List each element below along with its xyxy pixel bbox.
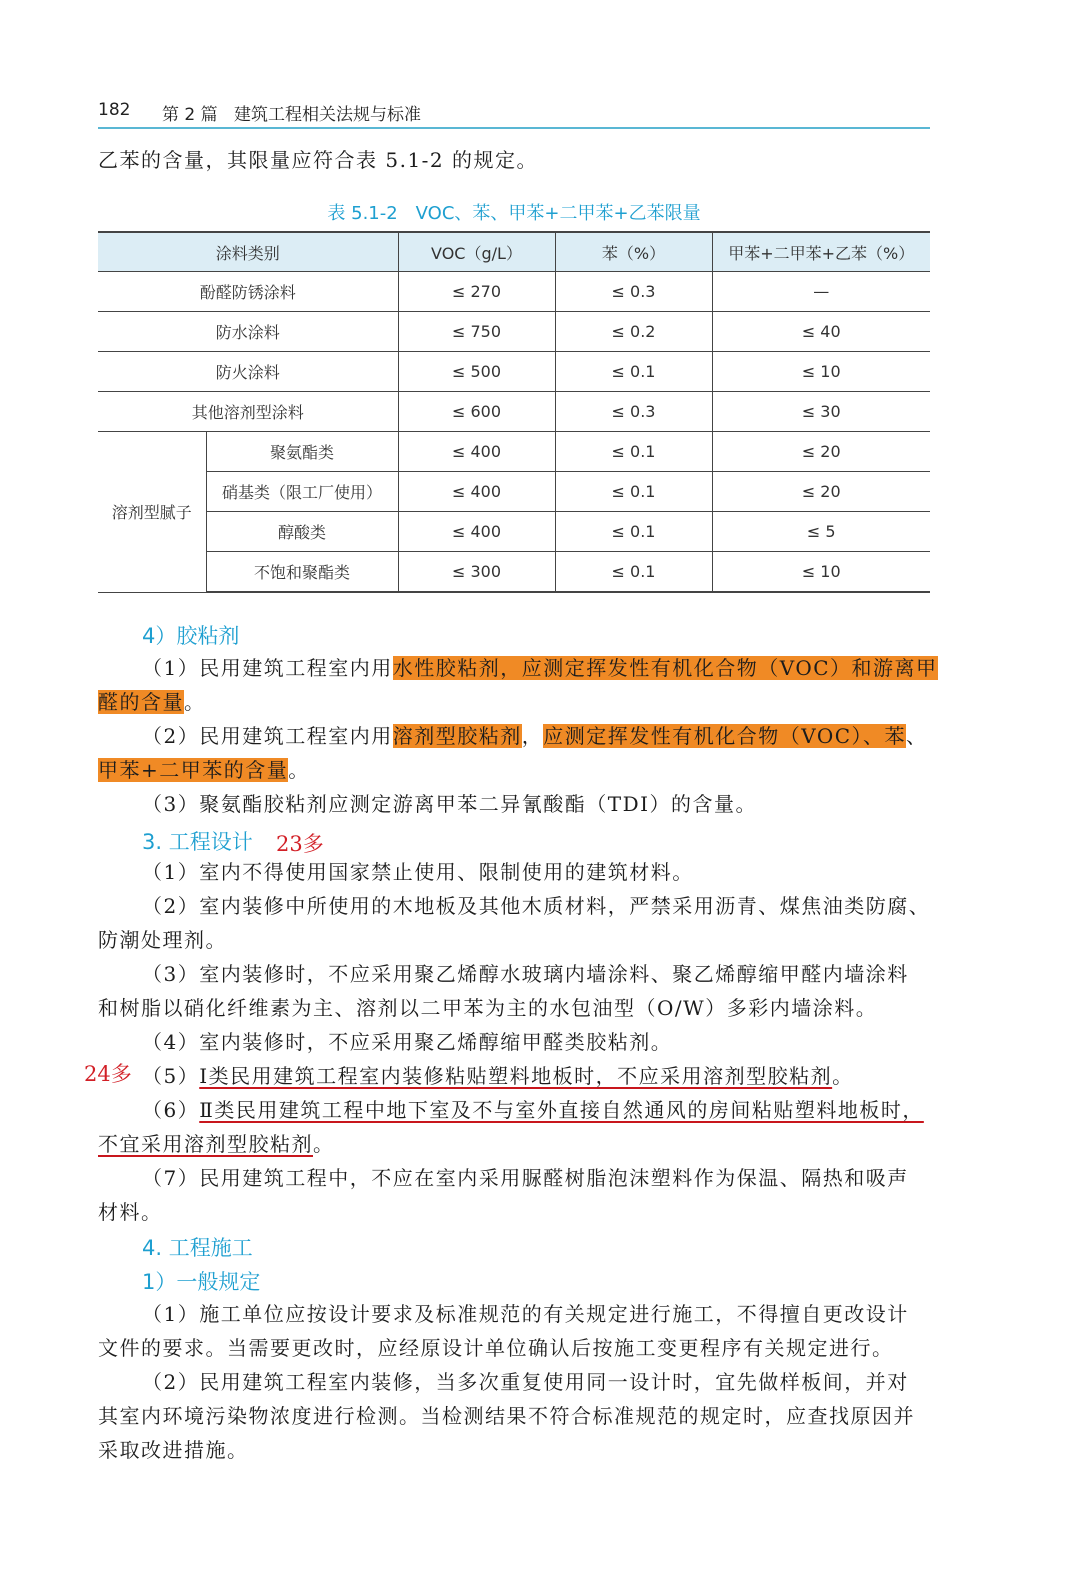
benzene-cell: ≤ 0.1 <box>555 472 712 512</box>
tx-cell: — <box>712 272 930 312</box>
voc-cell: ≤ 600 <box>398 392 555 432</box>
category-cell: 酚醛防锈涂料 <box>98 272 398 312</box>
paragraph-design-4: （4）室内装修时，不应采用聚乙烯醇缩甲醛类胶粘剂。 <box>142 1030 673 1054</box>
text-span: （6） <box>142 1098 200 1122</box>
voc-cell: ≤ 270 <box>398 272 555 312</box>
paragraph-adhesive-2 <box>142 719 928 753</box>
paragraph-construction-1-cont: 文件的要求。当需要更改时，应经原设计单位确认后按施工变更程序有关规定进行。 <box>98 1336 894 1360</box>
part-label: 第 2 篇 <box>162 105 218 125</box>
benzene-cell: ≤ 0.1 <box>555 512 712 552</box>
tx-cell: ≤ 30 <box>712 392 930 432</box>
paragraph-design-3-cont: 和树脂以硝化纤维素为主、溶剂以二甲苯为主的水包油型（O/W）多彩内墙涂料。 <box>98 996 878 1020</box>
benzene-cell: ≤ 0.3 <box>555 272 712 312</box>
table-header-row <box>98 232 930 272</box>
paragraph-design-2: （2）室内装修中所使用的木地板及其他木质材料，严禁采用沥青、煤焦油类防腐、 <box>142 894 931 918</box>
subsection-heading-general: 1）一般规定 <box>142 1270 261 1294</box>
highlight-span: 水性胶粘剂，应测定挥发性有机化合物（VOC）和游离甲 <box>392 656 938 680</box>
paragraph-design-6-cont <box>98 1127 335 1161</box>
paragraph-design-7-cont: 材料。 <box>98 1200 163 1224</box>
highlight-span: 醛的含量 <box>98 690 184 714</box>
header-cell: 涂料类别 <box>98 232 398 272</box>
highlight-span: 甲苯+二甲苯的含量 <box>98 758 289 782</box>
paragraph-design-1: （1）室内不得使用国家禁止使用、限制使用的建筑材料。 <box>142 860 694 884</box>
paragraph-design-6 <box>142 1093 924 1127</box>
part-title: 建筑工程相关法规与标准 <box>234 105 421 125</box>
page-number: 182 <box>98 100 131 120</box>
table-row <box>98 352 930 392</box>
text-span: 。 <box>313 1132 335 1156</box>
subcategory-cell: 硝基类（限工厂使用） <box>206 472 398 512</box>
text-span: ， <box>521 724 544 748</box>
header-cell: 苯（%） <box>555 232 712 272</box>
table-row <box>98 392 930 432</box>
section-heading-adhesive: 4）胶粘剂 <box>142 624 240 648</box>
paragraph-construction-1: （1）施工单位应按设计要求及标准规范的有关规定进行施工，不得擅自更改设计 <box>142 1302 909 1326</box>
section-heading-construction: 4. 工程施工 <box>142 1236 253 1260</box>
paragraph-design-3: （3）室内装修时，不应采用聚乙烯醇水玻璃内墙涂料、聚乙烯醇缩甲醛内墙涂料 <box>142 962 909 986</box>
text-span: 。 <box>288 758 310 782</box>
paragraph-construction-2: （2）民用建筑工程室内装修，当多次重复使用同一设计时，宜先做样板间，并对 <box>142 1370 909 1394</box>
paragraph-design-2-cont: 防潮处理剂。 <box>98 928 227 952</box>
voc-cell: ≤ 750 <box>398 312 555 352</box>
table-row <box>98 312 930 352</box>
category-cell: 防火涂料 <box>98 352 398 392</box>
underlined-span: 不宜采用溶剂型胶粘剂 <box>98 1132 313 1156</box>
tx-cell: ≤ 5 <box>712 512 930 552</box>
text-span: 、 <box>906 724 928 748</box>
highlight-span: 应测定挥发性有机化合物（VOC）、苯 <box>543 724 907 748</box>
intro-line: 乙苯的含量，其限量应符合表 5.1-2 的规定。 <box>98 148 539 172</box>
header-cell: 甲苯+二甲苯+乙苯（%） <box>712 232 930 272</box>
header-rule <box>98 127 930 129</box>
table-row <box>98 552 930 593</box>
text-span: （2）民用建筑工程室内用 <box>142 724 393 748</box>
paragraph-adhesive-1-cont <box>98 685 206 719</box>
tx-cell: ≤ 10 <box>712 352 930 392</box>
paragraph-construction-2-cont: 其室内环境污染物浓度进行检测。当检测结果不符合标准规范的规定时，应查找原因并 <box>98 1404 915 1428</box>
text-span: 。 <box>832 1064 854 1088</box>
tx-cell: ≤ 10 <box>712 552 930 593</box>
subcategory-cell: 醇酸类 <box>206 512 398 552</box>
tx-cell: ≤ 20 <box>712 432 930 472</box>
tx-cell: ≤ 20 <box>712 472 930 512</box>
voc-cell: ≤ 500 <box>398 352 555 392</box>
paragraph-construction-2-end: 采取改进措施。 <box>98 1438 249 1462</box>
text-span: （5） <box>142 1064 200 1088</box>
highlight-span: 溶剂型胶粘剂 <box>392 724 522 748</box>
table-row <box>98 432 930 472</box>
subcategory-cell: 聚氨酯类 <box>206 432 398 472</box>
subcategory-cell: 不饱和聚酯类 <box>206 552 398 593</box>
tx-cell: ≤ 40 <box>712 312 930 352</box>
table-row <box>98 272 930 312</box>
voc-limits-table <box>98 231 930 593</box>
handwritten-note-23: 23多 <box>276 832 324 856</box>
text-span: 。 <box>184 690 206 714</box>
handwritten-note-24: 24多 <box>84 1062 132 1086</box>
paragraph-adhesive-3: （3）聚氨酯胶粘剂应测定游离甲苯二异氰酸酯（TDI）的含量。 <box>142 792 757 816</box>
text-span: （1）民用建筑工程室内用 <box>142 656 393 680</box>
benzene-cell: ≤ 0.1 <box>555 552 712 593</box>
section-heading-design: 3. 工程设计 <box>142 830 253 854</box>
voc-cell: ≤ 400 <box>398 432 555 472</box>
table-row <box>98 512 930 552</box>
category-cell: 防水涂料 <box>98 312 398 352</box>
header-cell: VOC（g/L） <box>398 232 555 272</box>
group-label-cell: 溶剂型腻子 <box>98 432 206 593</box>
category-cell: 其他溶剂型涂料 <box>98 392 398 432</box>
benzene-cell: ≤ 0.3 <box>555 392 712 432</box>
paragraph-adhesive-2-cont <box>98 753 310 787</box>
paragraph-adhesive-1 <box>142 651 938 685</box>
paragraph-design-7: （7）民用建筑工程中，不应在室内采用脲醛树脂泡沫塑料作为保温、隔热和吸声 <box>142 1166 909 1190</box>
table-caption: 表 5.1-2 VOC、苯、甲苯+二甲苯+乙苯限量 <box>327 203 701 224</box>
paragraph-design-5 <box>142 1059 854 1093</box>
voc-cell: ≤ 400 <box>398 512 555 552</box>
benzene-cell: ≤ 0.1 <box>555 432 712 472</box>
benzene-cell: ≤ 0.2 <box>555 312 712 352</box>
underlined-span: Ⅱ类民用建筑工程中地下室及不与室外直接自然通风的房间粘贴塑料地板时， <box>199 1098 924 1122</box>
underlined-span: Ⅰ类民用建筑工程室内装修粘贴塑料地板时，不应采用溶剂型胶粘剂 <box>199 1064 833 1088</box>
table-row <box>98 472 930 512</box>
benzene-cell: ≤ 0.1 <box>555 352 712 392</box>
voc-cell: ≤ 300 <box>398 552 555 593</box>
voc-cell: ≤ 400 <box>398 472 555 512</box>
